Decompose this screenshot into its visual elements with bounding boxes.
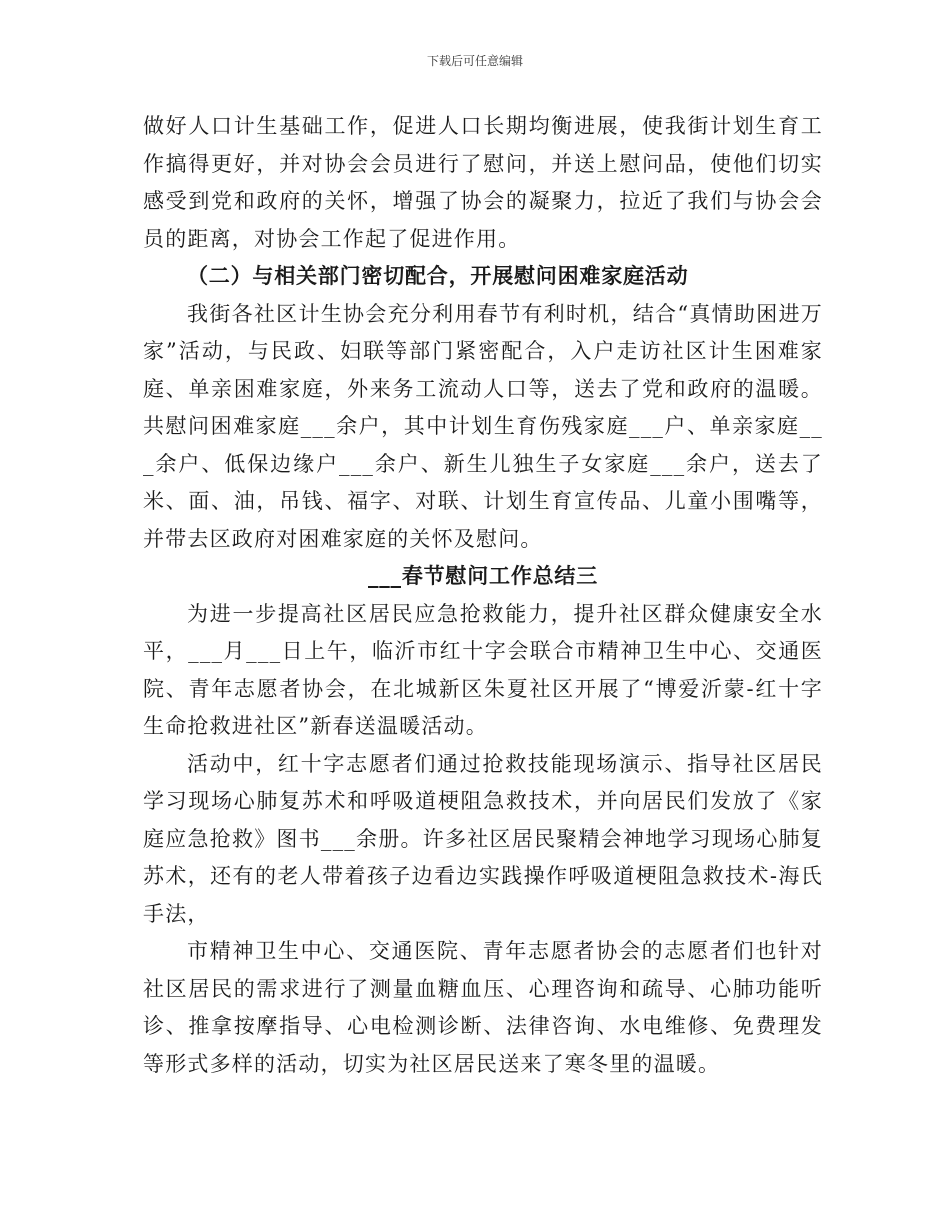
document-body	[143, 108, 823, 1083]
section-title: ___春节慰问工作总结三	[367, 564, 599, 588]
paragraph-event-activities: 活动中，红十字志愿者们通过抢救技能现场演示、指导社区居民学习现场心肺复苏术和呼吸道梗阻急救技术，并向居民们发放了《家庭应急抢救》图书___余册。许多社区居民聚精会神地学习现场心肺复苏术，还有的老人带着孩子边看边实践操作呼吸道梗阻急救技术-海氏手法，	[143, 751, 823, 926]
paragraph-visit-families: 我街各社区计生协会充分利用春节有利时机，结合“真情助困进万家”活动，与民政、妇联等部门紧密配合，入户走访社区计生困难家庭、单亲困难家庭，外来务工流动人口等，送去了党和政府的温暖。共慰问困难家庭___余户，其中计划生育伤残家庭___户、单亲家庭___余户、低保边缘户___余户、新生儿独生子女家庭___余户，送去了米、面、油，吊钱、福字、对联、计划生育宣传品、儿童小围嘴等，并带去区政府对困难家庭的关怀及慰问。	[143, 301, 823, 551]
page-header: 下载后可任意编辑	[426, 54, 523, 68]
paragraph-event-intro: 为进一步提高社区居民应急抢救能力，提升社区群众健康安全水平，___月___日上午，临沂市红十字会联合市精神卫生中心、交通医院、青年志愿者协会，在北城新区朱夏社区开展了“博爱沂蒙-红十字生命抢救进社区”新春送温暖活动。	[143, 601, 823, 738]
paragraph-volunteer-services: 市精神卫生中心、交通医院、青年志愿者协会的志愿者们也针对社区居民的需求进行了测量血糖血压、心理咨询和疏导、心肺功能听诊、推拿按摩指导、心电检测诊断、法律咨询、水电维修、免费理发等形式多样的活动，切实为社区居民送来了寒冬里的温暖。	[143, 939, 823, 1076]
paragraph-continuation: 做好人口计生基础工作，促进人口长期均衡进展，使我街计划生育工作搞得更好，并对协会会员进行了慰问，并送上慰问品，使他们切实感受到党和政府的关怀，增强了协会的凝聚力，拉近了我们与协会会员的距离，对协会工作起了促进作用。	[143, 114, 823, 251]
section-subheading: （二）与相关部门密切配合，开展慰问困难家庭活动	[187, 264, 689, 288]
